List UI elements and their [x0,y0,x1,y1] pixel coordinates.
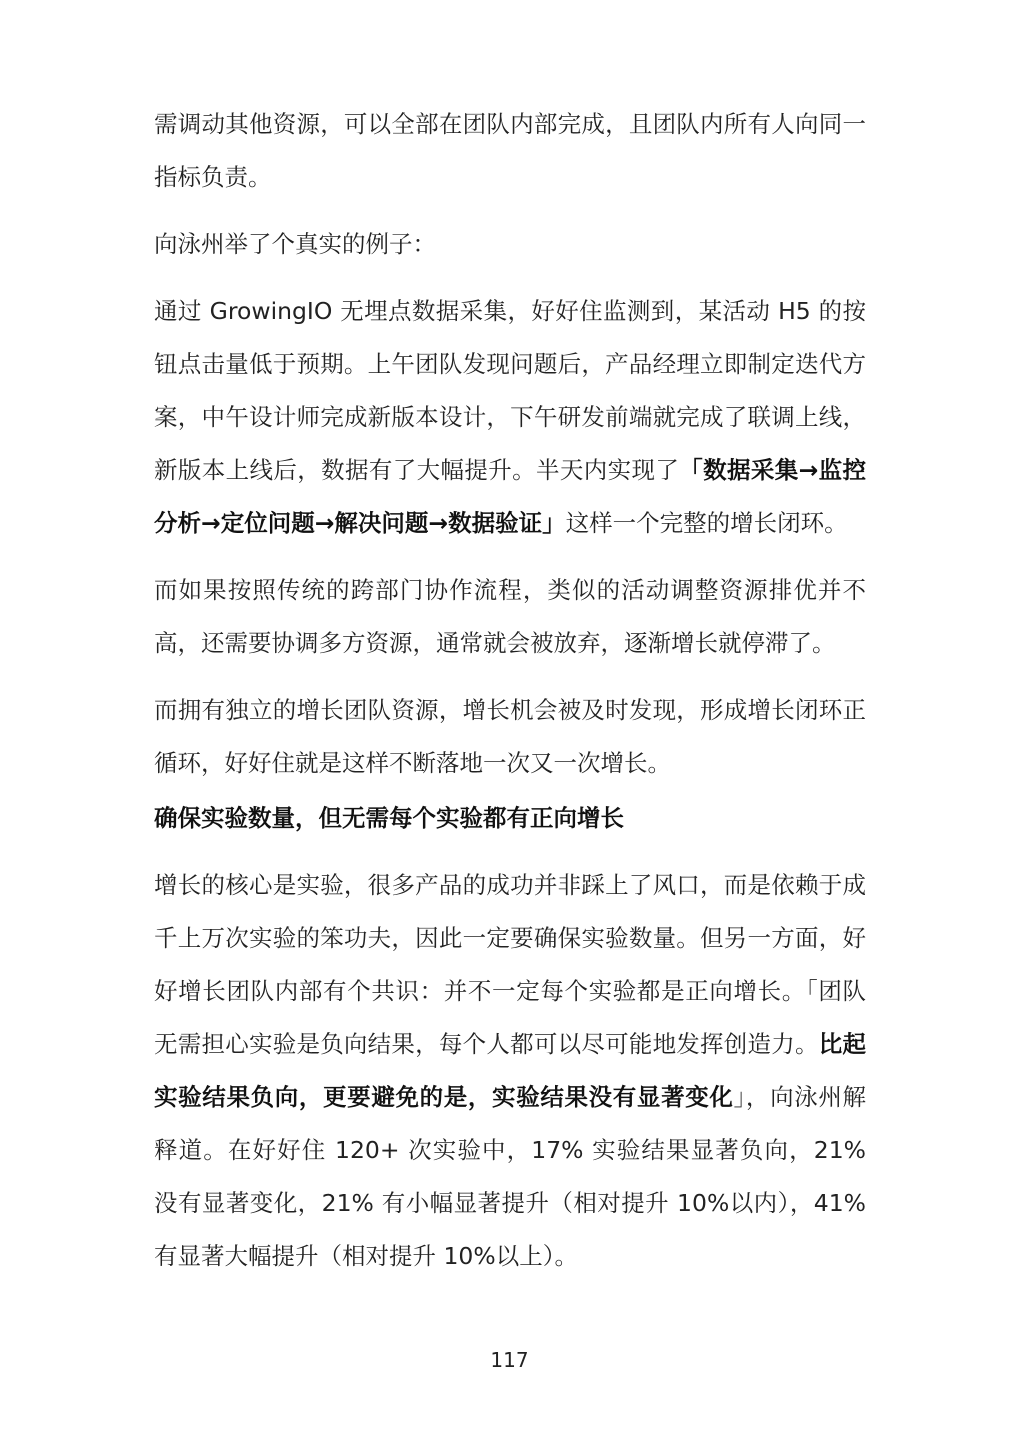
paragraph-5-text: 而拥有独立的增长团队资源，增长机会被及时发现，形成增长闭环正循环，好好住就是这样不断落地一次又一次增长。 [154,696,866,777]
paragraph-6-text-b: 」，向泳州解释道。在好好住 120+ 次实验中，17% 实验结果显著负向，21% 没有显著变化，21% 有小幅显著提升（相对提升 10%以内），41% 有显著大幅提升（相对提升 10%以上）。 [154,1083,867,1270]
paragraph-2-text: 向泳州举了个真实的例子： [154,230,436,258]
paragraph-3-text-b: 这样一个完整的增长闭环。 [565,509,848,537]
paragraph-3-text-a: 通过 GrowingIO 无埋点数据采集，好好住监测到，某活动 H5 的按钮点击量低于预期。上午团队发现问题后，产品经理立即制定迭代方案，中午设计师完成新版本设计，下午研发前端就完成了联调上线，新版本上线后，数据有了大幅提升。半天内实现了 [154,297,866,484]
paragraph-2 [154,218,866,271]
paragraph-3 [154,285,866,550]
paragraph-5 [154,684,866,790]
section-heading: 确保实验数量，但无需每个实验都有正向增长 [154,804,624,832]
paragraph-4-text: 而如果按照传统的跨部门协作流程，类似的活动调整资源排优并不高，还需要协调多方资源，通常就会被放弃，逐渐增长就停滞了。 [154,576,866,657]
page-number: 117 [490,1348,529,1372]
paragraph-3-bold: 「数据采集→监控分析→定位问题→解决问题→数据验证」 [154,456,866,537]
paragraph-4 [154,564,866,670]
paragraph-1 [154,98,866,204]
paragraph-1-text: 需调动其他资源，可以全部在团队内部完成，且团队内所有人向同一指标负责。 [154,110,866,191]
document-page [154,98,866,1283]
paragraph-6-text-a: 增长的核心是实验，很多产品的成功并非踩上了风口，而是依赖于成千上万次实验的笨功夫，因此一定要确保实验数量。但另一方面，好好增长团队内部有个共识：并不一定每个实验都是正向增长。「团队无需担心实验是负向结果，每个人都可以尽可能地发挥创造力。 [154,871,866,1058]
paragraph-6-bold: 比起实验结果负向，更要避免的是，实验结果没有显著变化 [154,1030,867,1111]
paragraph-6 [154,859,866,1283]
